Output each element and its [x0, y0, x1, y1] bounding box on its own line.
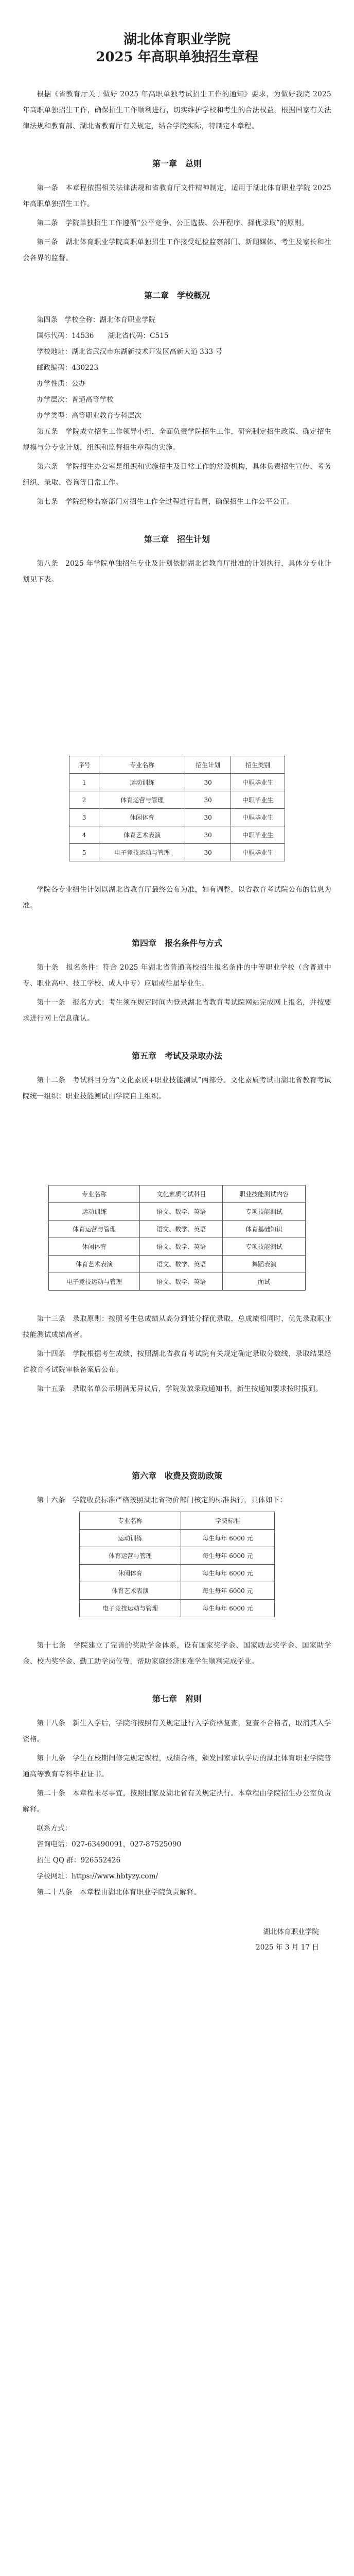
table-cell: 2 [69, 791, 99, 809]
table-row [49, 1256, 306, 1273]
signature-date: 2025 年 3 月 17 日 [256, 1943, 319, 1952]
table-row [49, 1273, 306, 1291]
table-cell: 中职毕业生 [231, 844, 285, 861]
school-nature: 办学性质：公办 [37, 380, 86, 388]
chapter-7-heading: 第七章 附则 [152, 1694, 202, 1704]
table-cell: 专项技能测试 [223, 1238, 306, 1256]
intro-paragraph: 根据《省教育厅关于做好 2025 年高职单独考试招生工作的通知》要求，为做好我院 2025 年高职单独招生工作，确保招生工作顺利进行，切实维护学校和考生的合法权益，根据国家有关法律法规和教育部、湖北省教育厅有关规定，结合学院实际，特制定本章程。 [23, 90, 331, 130]
doc-title-main: 2025 年高职单独招生章程 [96, 49, 258, 65]
article-7: 第七条 学院纪检监察部门对招生工作全过程进行监督，确保招生工作公平公正。 [37, 498, 294, 506]
table-cell: 4 [69, 826, 99, 844]
table-row [80, 1600, 275, 1617]
contact-title: 联系方式： [37, 1824, 72, 1833]
article-15: 第十五条 录取名单公示期满无异议后，学院发放录取通知书，新生按通知要求按时报到。 [37, 1385, 323, 1393]
chapter-6-heading: 第六章 收费及资助政策 [131, 1471, 222, 1481]
table-row [80, 1547, 275, 1565]
table-cell: 中职毕业生 [231, 791, 285, 809]
table-row [69, 809, 285, 826]
chapter-2-heading: 第二章 学校概况 [144, 291, 210, 300]
final-article: 第二十八条 本章程由湖北体育职业学院负责解释。 [37, 1888, 201, 1896]
article-10: 第十条 报名条件：符合 2025 年湖北省普通高校招生报名条件的中等职业学校（含普通中专、职业高中、技工学校、成人中专）应届或往届毕业生。 [23, 963, 331, 988]
contact-qq: 招生 QQ 群：926552426 [37, 1856, 121, 1865]
table-cell: 每生每年 6000 元 [181, 1547, 275, 1565]
table-cell: 每生每年 6000 元 [181, 1565, 275, 1582]
table-row [69, 844, 285, 861]
table-cell: 电子竞技运动与管理 [99, 844, 185, 861]
table-header-row [80, 1512, 275, 1530]
table-cell: 运动训练 [80, 1530, 181, 1547]
table-row [80, 1582, 275, 1600]
header-cell: 专业名称 [80, 1512, 181, 1530]
table-cell: 休闲体育 [99, 809, 185, 826]
table-cell: 语文、数学、英语 [140, 1273, 223, 1291]
table-cell: 面试 [223, 1273, 306, 1291]
table-cell: 30 [185, 774, 231, 791]
chapter-3-heading: 第三章 招生计划 [144, 534, 210, 544]
article-13: 第十三条 录取原则：按照考生总成绩从高分到低分择优录取，总成绩相同时，优先录取职业技能测试成绩高者。 [23, 1315, 331, 1339]
table-header-row [49, 1185, 306, 1203]
table-cell: 体育运营与管理 [49, 1221, 140, 1238]
article-18: 第十八条 新生入学后，学院将按照有关规定进行入学资格复查，复查不合格者，取消其入学资格。 [23, 1719, 331, 1743]
table-cell: 30 [185, 844, 231, 861]
table-cell: 3 [69, 809, 99, 826]
school-postcode: 邮政编码：430223 [37, 364, 99, 372]
article-12: 第十二条 考试科目分为“文化素质+职业技能测试”两部分。文化素质考试由湖北省教育考试院统一组织；职业技能测试由学院自主组织。 [23, 1076, 331, 1100]
header-cell: 专业名称 [49, 1185, 140, 1203]
header-cell: 职业技能测试内容 [223, 1185, 306, 1203]
table-cell: 语文、数学、英语 [140, 1238, 223, 1256]
table-row [69, 774, 285, 791]
enrollment-plan-table [69, 756, 285, 861]
table-cell: 运动训练 [49, 1203, 140, 1221]
table-cell: 语文、数学、英语 [140, 1203, 223, 1221]
table-cell: 每生每年 6000 元 [181, 1530, 275, 1547]
article-17: 第十七条 学院建立了完善的奖助学金体系，设有国家奖学金、国家励志奖学金、国家助学金、校内奖学金、勤工助学岗位等，帮助家庭经济困难学生顺利完成学业。 [23, 1641, 331, 1666]
table-cell: 中职毕业生 [231, 774, 285, 791]
table-cell: 中职毕业生 [231, 809, 285, 826]
table-cell: 体育艺术表演 [49, 1256, 140, 1273]
table-cell: 电子竞技运动与管理 [80, 1600, 181, 1617]
table-cell: 舞蹈表演 [223, 1256, 306, 1273]
article-3: 第三条 湖北体育职业学院高职单独招生工作接受纪检监察部门、新闻媒体、考生及家长和社会各界的监督。 [23, 238, 331, 262]
school-name: 第四条 学校全称：湖北体育职业学院 [37, 316, 156, 324]
article-8: 第八条 2025 年学院单独招生专业及计划依据湖北省教育厅批准的计划执行，具体分专业计划见下表。 [23, 560, 331, 584]
table-row [69, 826, 285, 844]
chapter-4-heading: 第四章 报名条件与方式 [131, 938, 222, 948]
article-11: 第十一条 报名方式：考生须在规定时间内登录湖北省教育考试院网站完成网上报名，并按要求进行网上信息确认。 [23, 998, 331, 1023]
tuition-table [79, 1512, 275, 1617]
article-14: 第十四条 学院根据考生成绩，按照湖北省教育考试院有关规定确定录取分数线，录取结果经省教育考试院审核备案后公布。 [23, 1350, 331, 1374]
school-address: 学校地址：湖北省武汉市东湖新技术开发区高新大道 333 号 [37, 348, 223, 356]
table-row [80, 1565, 275, 1582]
header-cell: 专业名称 [99, 756, 185, 774]
table-cell: 中职毕业生 [231, 826, 285, 844]
article-1: 第一条 本章程依据相关法律法规和省教育厅文件精神制定，适用于湖北体育职业学院 2025 年高职单独招生工作。 [23, 184, 331, 208]
table-header-row [69, 756, 285, 774]
article-20: 第二十条 本章程未尽事宜，按照国家及湖北省有关规定执行。本章程由学院招生办公室负责解释。 [23, 1789, 331, 1814]
table-cell: 每生每年 6000 元 [181, 1600, 275, 1617]
signature-org: 湖北体育职业学院 [263, 1928, 319, 1936]
table-row [80, 1530, 275, 1547]
table-cell: 体育基础知识 [223, 1221, 306, 1238]
table-cell: 30 [185, 809, 231, 826]
school-type: 办学类型：高等职业教育专科层次 [37, 412, 142, 420]
table-cell: 5 [69, 844, 99, 861]
table-cell: 30 [185, 826, 231, 844]
table-cell: 语文、数学、英语 [140, 1256, 223, 1273]
table-cell: 30 [185, 791, 231, 809]
table-cell: 专项技能测试 [223, 1203, 306, 1221]
table-row [49, 1238, 306, 1256]
header-cell: 招生类别 [231, 756, 285, 774]
header-cell: 序号 [69, 756, 99, 774]
header-cell: 文化素质考试科目 [140, 1185, 223, 1203]
table-cell: 体育运营与管理 [80, 1547, 181, 1565]
article-19: 第十九条 学生在校期间修完规定课程，成绩合格，颁发国家承认学历的湖北体育职业学院普通高等教育专科毕业证书。 [23, 1754, 331, 1778]
header-cell: 学费标准 [181, 1512, 275, 1530]
table-cell: 每生每年 6000 元 [181, 1582, 275, 1600]
table-cell: 电子竞技运动与管理 [49, 1273, 140, 1291]
article-9: 学院各专业招生计划以湖北省教育厅最终公布为准，如有调整，以省教育考试院公布的信息为准。 [23, 886, 331, 910]
table-row [69, 791, 285, 809]
article-16: 第十六条 学院收费标准严格按照湖北省物价部门核定的标准执行，具体如下： [37, 1496, 287, 1504]
article-2: 第二条 学院单独招生工作遵循“公平竞争、公正选拔、公开程序、择优录取”的原则。 [37, 219, 309, 227]
article-5: 第五条 学院成立招生工作领导小组，全面负责学院招生工作，研究制定招生政策、确定招生规模与分专业计划，组织和监督招生章程的实施。 [23, 428, 331, 452]
table-cell: 休闲体育 [49, 1238, 140, 1256]
doc-title-school: 湖北体育职业学院 [123, 32, 231, 47]
table-cell: 语文、数学、英语 [140, 1221, 223, 1238]
school-website-link[interactable]: 学校网址：https://www.hbtyzy.com/ [37, 1872, 158, 1880]
article-6: 第六条 学院招生办公室是组织和实施招生及日常工作的常设机构，具体负责招生宣传、考务组织、录取、咨询等日常工作。 [23, 463, 331, 487]
chapter-5-heading: 第五章 考试及录取办法 [131, 1051, 222, 1061]
table-cell: 休闲体育 [80, 1565, 181, 1582]
header-cell: 招生计划 [185, 756, 231, 774]
contact-phone: 咨询电话：027-63490091，027-87525090 [37, 1840, 182, 1849]
chapter-1-heading: 第一章 总则 [152, 159, 202, 168]
table-cell: 体育运营与管理 [99, 791, 185, 809]
table-row [49, 1221, 306, 1238]
table-cell: 体育艺术表演 [80, 1582, 181, 1600]
school-code: 国标代码：14536 湖北省代码：C515 [37, 332, 169, 340]
table-cell: 体育艺术表演 [99, 826, 185, 844]
exam-subjects-table [48, 1185, 306, 1291]
school-level: 办学层次：普通高等学校 [37, 396, 114, 404]
table-row [49, 1203, 306, 1221]
table-cell: 1 [69, 774, 99, 791]
table-cell: 运动训练 [99, 774, 185, 791]
